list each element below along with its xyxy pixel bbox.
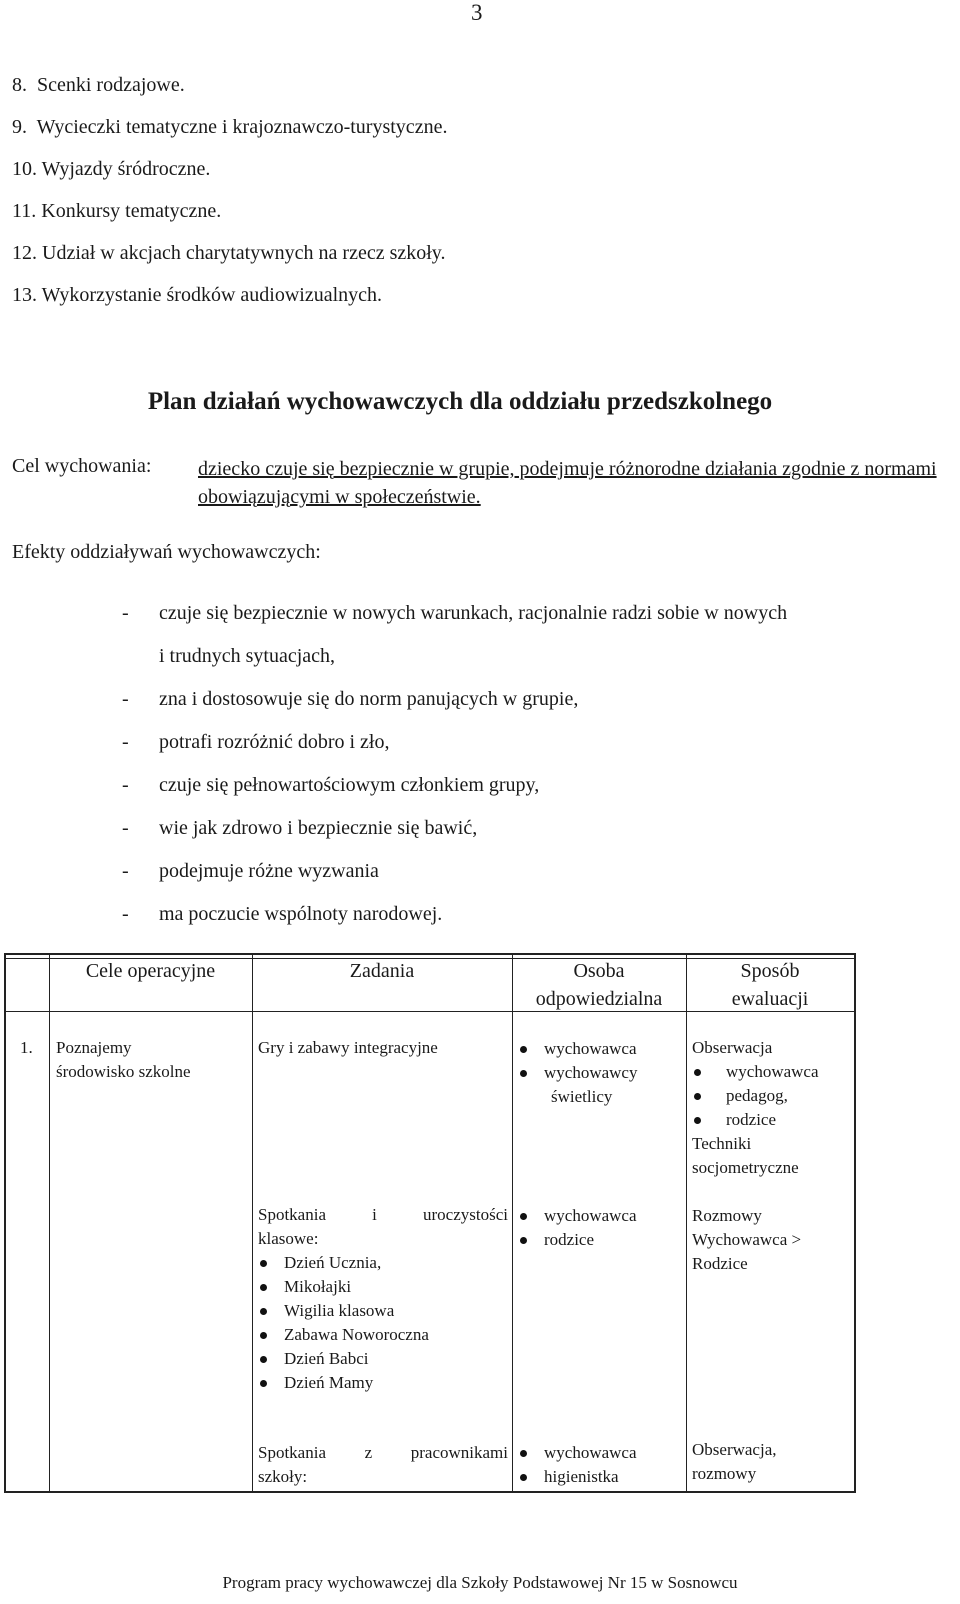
column-divider (512, 955, 513, 1491)
evaluation-cell: Obserwacja wychowawca pedagog, rodzice Techniki socjometryczne (692, 1038, 819, 1177)
person-cell: wychowawca higienistka (518, 1441, 637, 1489)
evaluation-cell: Rozmowy Wychowawca > Rodzice (692, 1206, 802, 1273)
column-divider (49, 955, 50, 1491)
row-number: 1. (20, 1038, 33, 1057)
row-goal: Poznajemy środowisko szkolne (56, 1038, 191, 1081)
task-cell: Spotkania z pracownikami szkoły: (258, 1443, 508, 1486)
goal-label: Cel wychowania: (12, 455, 152, 477)
list-item: 13. Wykorzystanie środków audiowizualnych. (12, 284, 383, 306)
list-item: Zabawa Noworoczna (258, 1323, 508, 1347)
evaluation-cell: Obserwacja, rozmowy (692, 1440, 777, 1483)
list-item: Mikołajki (258, 1275, 508, 1299)
header-tasks: Zadania (349, 960, 415, 982)
person-cell: wychowawca wychowawcy świetlicy (518, 1037, 637, 1109)
column-divider (686, 955, 687, 1491)
goal-text: dziecko czuje się bezpiecznie w grupie, podejmuje różnorodne działania zgodnie z normami obowiązującymi w społeczeństwie. (198, 458, 937, 508)
plan-table (4, 953, 856, 1493)
page-number: 3 (471, 0, 483, 25)
list-item: 8. Scenki rodzajowe. (12, 74, 185, 96)
header-evaluation: Sposób ewaluacji (731, 960, 809, 1010)
document-title: Plan działań wychowawczych dla oddziału przedszkolnego (147, 388, 773, 415)
task-cell: Gry i zabawy integracyjne (258, 1038, 438, 1057)
person-cell: wychowawca rodzice (518, 1204, 637, 1252)
list-item: 11. Konkursy tematyczne. (12, 200, 222, 222)
numbered-list (12, 70, 447, 322)
list-item: Dzień Ucznia, (258, 1251, 508, 1275)
list-item: 9. Wycieczki tematyczne i krajoznawczo-turystyczne. (12, 116, 448, 138)
page-footer: Program pracy wychowawczej dla Szkoły Podstawowej Nr 15 w Sosnowcu (222, 1573, 738, 1592)
list-item: Dzień Mamy (258, 1371, 508, 1395)
list-item: 12. Udział w akcjach charytatywnych na rzecz szkoły. (12, 242, 446, 264)
column-divider (252, 955, 253, 1491)
list-item: Wigilia klasowa (258, 1299, 508, 1323)
effects-label: Efekty oddziaływań wychowawczych: (12, 541, 321, 563)
task-cell: Spotkania i uroczystości klasowe: Dzień Ucznia, Mikołajki Wigilia klasowa Zabawa Noworoczna Dzień Babci Dzień Mamy (258, 1203, 508, 1395)
header-goals: Cele operacyjne (85, 960, 216, 982)
list-item: 10. Wyjazdy śródroczne. (12, 158, 211, 180)
list-item: Dzień Babci (258, 1347, 508, 1371)
header-person: Osoba odpowiedzialna (535, 960, 663, 1010)
